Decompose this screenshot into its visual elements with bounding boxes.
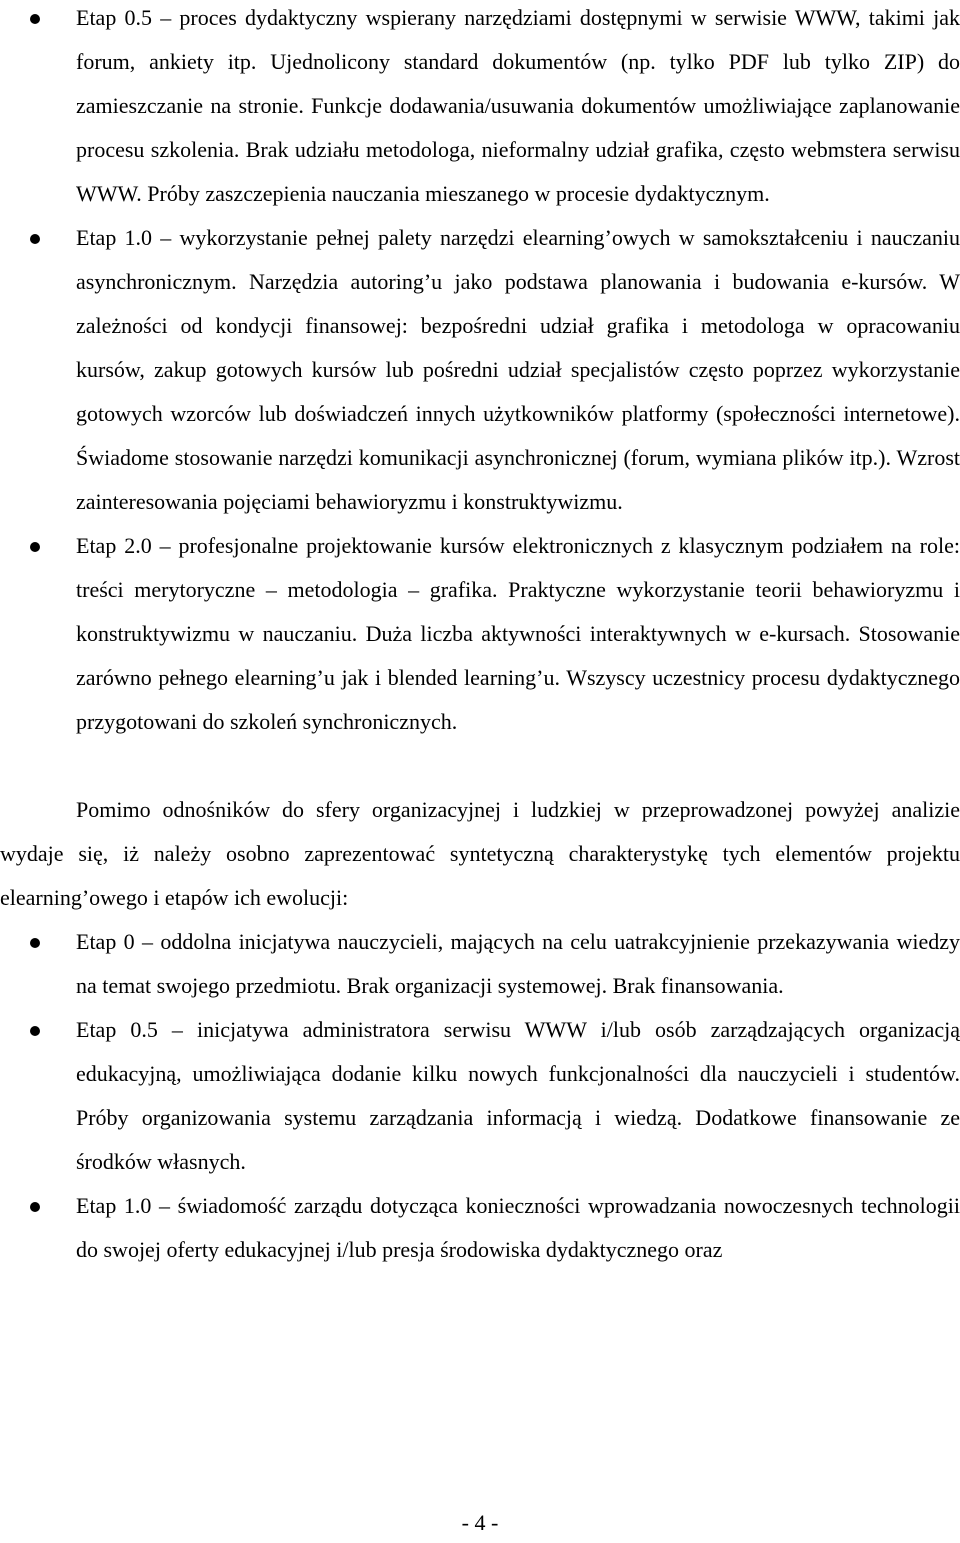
list-item-text: Etap 0.5 – proces dydaktyczny wspierany narzędziami dostępnymi w serwisie WWW, takimi jak forum, ankiety itp. Ujednolicony standard dokumentów (np. tylko PDF lub tylko ZIP) do zamieszczanie na stronie. Funkcje dodawania/usuwania dokumentów umożliwiające zaplanowanie procesu szkolenia. Brak udziału metodologa, nieformalny udział grafika, często webmstera serwisu WWW. Próby zaszczepienia nauczania mieszanego w procesie dydaktycznym. xyxy=(76,5,960,206)
page-number: - 4 - xyxy=(461,1510,499,1535)
spacer xyxy=(0,744,960,788)
body-paragraph: Pomimo odnośników do sfery organizacyjnej i ludzkiej w przeprowadzonej powyżej analizie wydaje się, iż należy osobno zaprezentować syntetyczną charakterystykę tych elementów projektu elearning’owego i etapów ich ewolucji: xyxy=(0,797,960,910)
list-item-text: Etap 2.0 – profesjonalne projektowanie kursów elektronicznych z klasycznym podziałem na role: treści merytoryczne – metodologia – grafika. Praktyczne wykorzystanie teorii behawioryzmu i konstruktywizmu w nauczaniu. Duża liczba aktywności interaktywnych w e-kursach. Stosowanie zarówno pełnego elearning’u jak i blended learning’u. Wszyscy uczestnicy procesu dydaktycznego przygotowani do szkoleń synchronicznych. xyxy=(76,533,960,734)
list-item xyxy=(0,920,960,1008)
list-item-text: Etap 1.0 – świadomość zarządu dotycząca konieczności wprowadzania nowoczesnych technologii do swojej oferty edukacyjnej i/lub presja środowiska dydaktycznego oraz xyxy=(76,1193,960,1262)
second-bullet-list xyxy=(0,920,960,1272)
list-item xyxy=(0,0,960,216)
bullet-icon xyxy=(30,938,40,948)
first-bullet-list xyxy=(0,0,960,744)
list-item xyxy=(0,1184,960,1272)
bullet-icon xyxy=(30,14,40,24)
bullet-icon xyxy=(30,234,40,244)
list-item-text: Etap 0 – oddolna inicjatywa nauczycieli, mających na celu uatrakcyjnienie przekazywania wiedzy na temat swojego przedmiotu. Brak organizacji systemowej. Brak finansowania. xyxy=(76,929,960,998)
list-item xyxy=(0,524,960,744)
bullet-icon xyxy=(30,542,40,552)
bullet-icon xyxy=(30,1026,40,1036)
list-item xyxy=(0,1008,960,1184)
list-item-text: Etap 1.0 – wykorzystanie pełnej palety narzędzi elearning’owych w samokształceniu i nauczaniu asynchronicznym. Narzędzia autoring’u jako podstawa planowania i budowania e-kursów. W zależności od kondycji finansowej: bezpośredni udział grafika i metodologa w opracowaniu kursów, zakup gotowych kursów lub pośredni udział specjalistów często poprzez wykorzystanie gotowych wzorców lub doświadczeń innych użytkowników platformy (społeczności internetowe). Świadome stosowanie narzędzi komunikacji asynchronicznej (forum, wymiana plików itp.). Wzrost zainteresowania pojęciami behawioryzmu i konstruktywizmu. xyxy=(76,225,960,514)
bullet-icon xyxy=(30,1202,40,1212)
list-item-text: Etap 0.5 – inicjatywa administratora serwisu WWW i/lub osób zarządzających organizacją edukacyjną, umożliwiająca dodanie kilku nowych funkcjonalności dla nauczycieli i studentów. Próby organizowania systemu zarządzania informacją i wiedzą. Dodatkowe finansowanie ze środków własnych. xyxy=(76,1017,960,1174)
list-item xyxy=(0,216,960,524)
